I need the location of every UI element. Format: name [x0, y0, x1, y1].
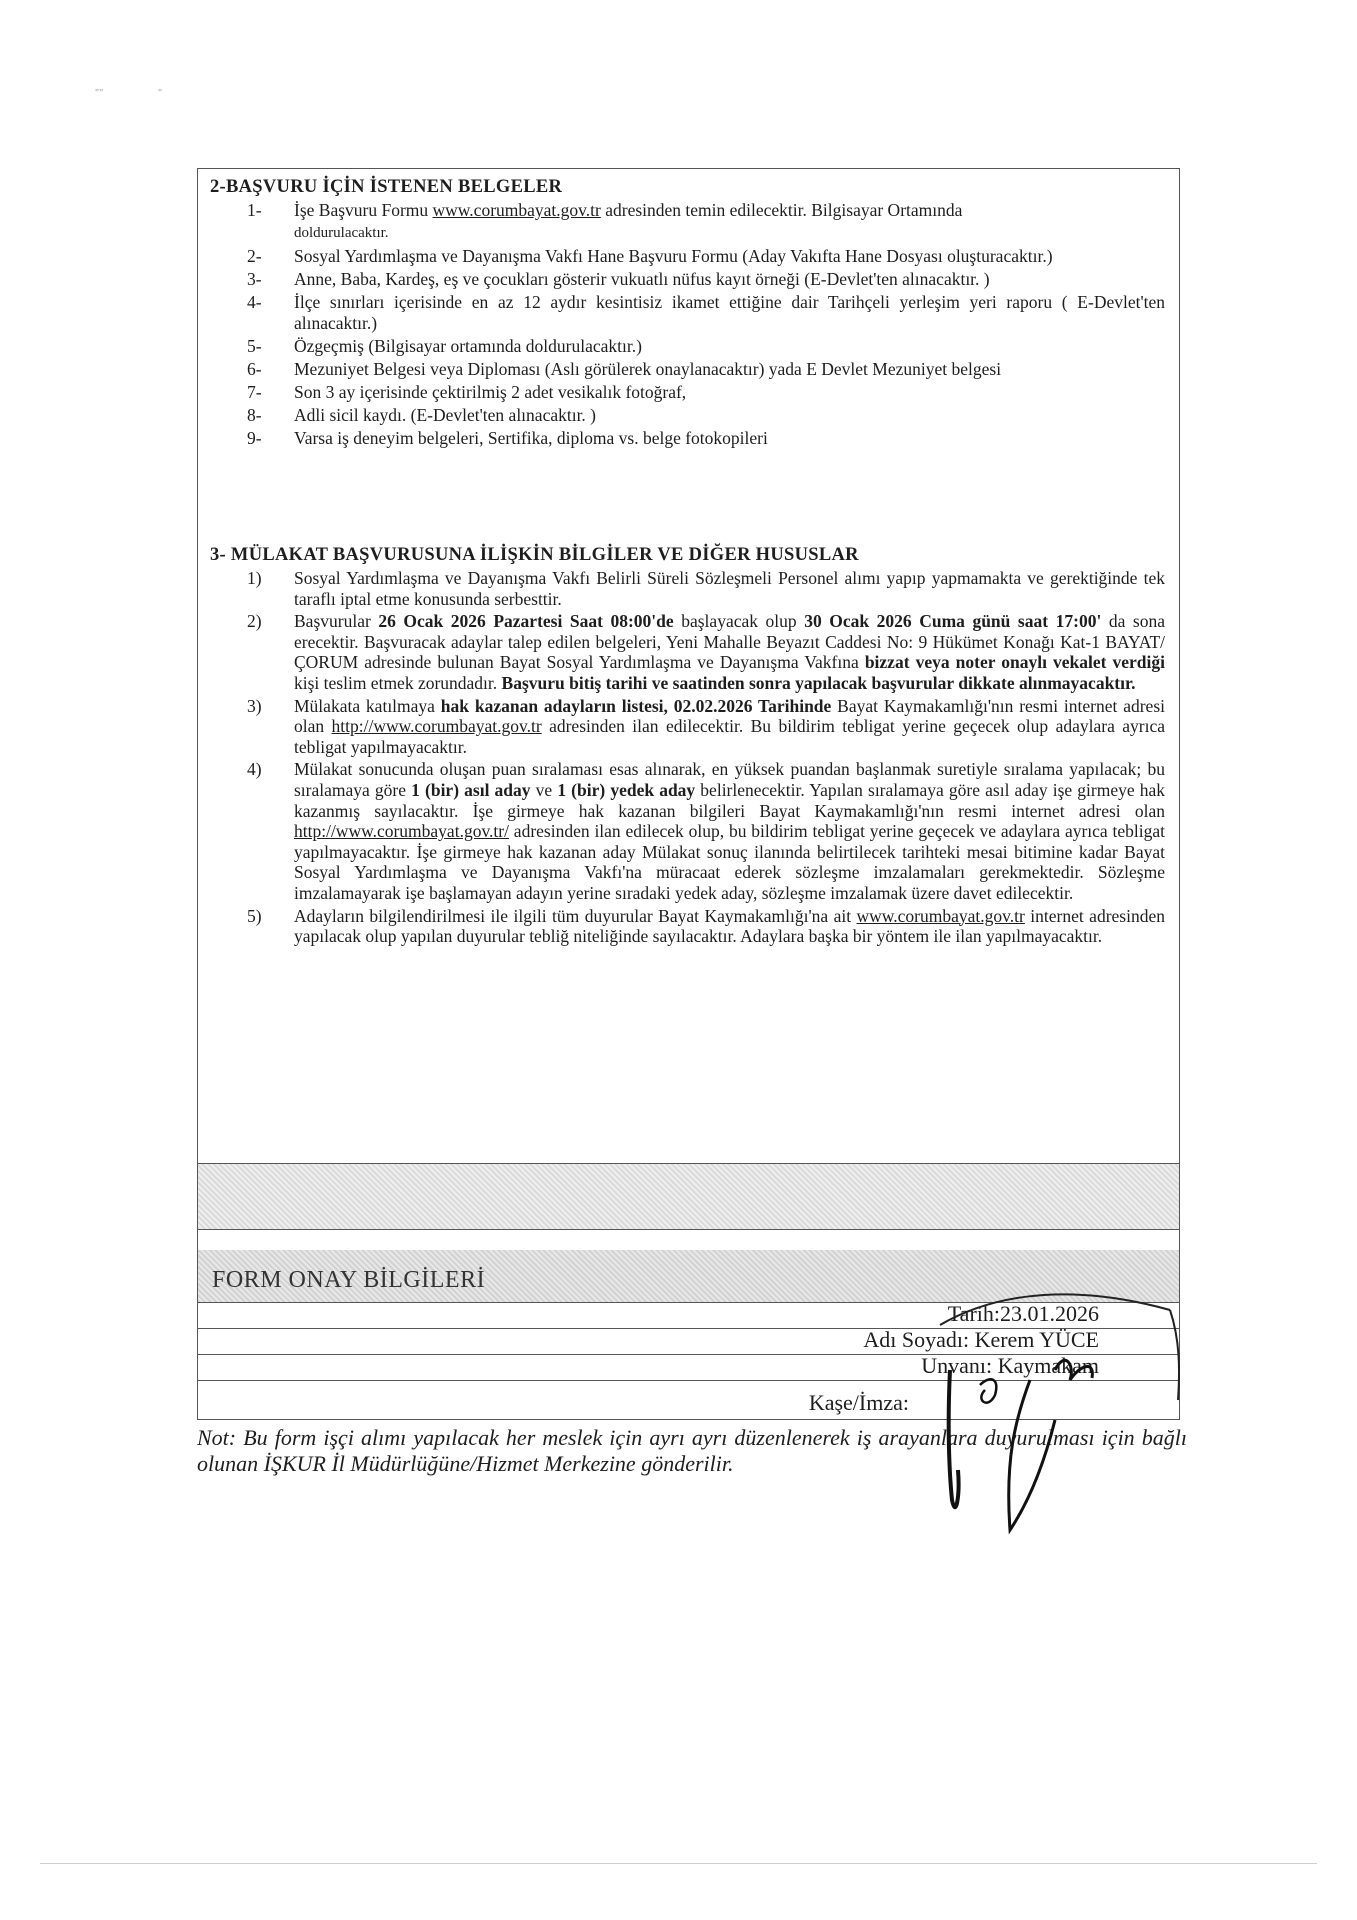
section-required-documents — [210, 177, 1165, 451]
document-frame — [197, 168, 1180, 1420]
shaded-separator — [198, 1163, 1179, 1230]
title-value: Unvanı: Kaymakam — [921, 1353, 1099, 1378]
form-approval-title: FORM ONAY BİLGİLERİ — [212, 1267, 486, 1293]
section-interview-info — [210, 545, 1165, 949]
list-item: 3- Anne, Baba, Kardeş, eş ve çocukları gösterir vukuatlı nüfus kayıt örneği (E-Devlet'ten alınacaktır. ) — [247, 269, 990, 289]
list-item: 8- Adli sicil kaydı. (E-Devlet'ten alınacaktır. ) — [247, 405, 597, 425]
list-item: 1- İşe Başvuru Formu www.corumbayat.gov.tr adresinden temin edilecektir. Bilgisayar Ortamında doldurulacaktır. — [247, 200, 963, 241]
footer-note: Not: Bu form işçi alımı yapılacak her meslek için ayrı ayrı düzenlenerek iş arayanlara duyurulması için bağlı olunan İŞKUR İl Müdürlüğüne/Hizmet Merkezine gönderilir. — [197, 1425, 1187, 1476]
list-item: 6- Mezuniyet Belgesi veya Diploması (Aslı görülerek onaylanacaktır) yada E Devlet Mezuniyet belgesi — [247, 359, 1002, 379]
list-item: 5) Adayların bilgilendirilmesi ile ilgili tüm duyurular Bayat Kaymakamlığı'na ait www.corumbayat.gov.tr internet adresinden yapılacak olup yapılan duyurular tebliğ niteliğinde sayılacaktır. Adaylara başka bir yöntem ile ilan yapılmayacaktır. — [247, 905, 1165, 947]
list-item: 3) Mülakata katılmaya hak kazanan adayların listesi, 02.02.2026 Tarihinde Bayat Kaymakamlığı'nın resmi internet adresi olan http://www.corumbayat.gov.tr adresinden ilan edilecektir. Bu bildirim tebligat yerine geçecek olup adaylara ayrıca tebligat yapılmayacaktır. — [247, 695, 1165, 757]
date-value: Tarih:23.01.2026 — [947, 1301, 1099, 1326]
list-item: 7- Son 3 ay içerisinde çektirilmiş 2 adet vesikalık fotoğraf, — [247, 382, 687, 402]
website-link[interactable]: http://www.corumbayat.gov.tr/ — [294, 821, 509, 842]
scan-mark: " — [158, 88, 163, 99]
list-item: 4) Mülakat sonucunda oluşan puan sıralaması esas alınarak, en yüksek puandan başlanmak suretiyle sıralama yapılacak; bu sıralamaya göre 1 (bir) asıl aday ve 1 (bir) yedek aday belirlenecektir. Yapılan sıralamaya göre asıl aday işe girmeye hak kazanmış sayılacaktır. İşe girmeye hak kazanan bilgileri Bayat Kaymakamlığı'nın resmi internet adresi olan http://www.corumbayat.gov.tr/ adresinden ilan edilecek olup, bu bildirim tebligat yerine geçecek ve adaylara ayrıca tebligat yapılmayacaktır. İşe girmeye hak kazanan aday Mülakat sonuç ilanında belirtilecek tarihteki mesai bitimine kadar Bayat Sosyal Yardımlaşma ve Dayanışma Vakfı'na müracaat ederek sözleşme imzalamaları gerekmektedir. Sözleşme imzalamayarak işe başlamayan adayın yerine sıradaki yedek aday, sözleşme imzalamak üzere davet edilecektir. — [247, 759, 1166, 903]
list-item: 5- Özgeçmiş (Bilgisayar ortamında doldurulacaktır.) — [247, 336, 642, 356]
website-link[interactable]: www.corumbayat.gov.tr — [856, 905, 1025, 926]
website-link[interactable]: www.corumbayat.gov.tr — [432, 200, 601, 220]
list-item: 1) Sosyal Yardımlaşma ve Dayanışma Vakfı Belirli Süreli Sözleşmeli Personel alımı yapıp yapmamakta ve gerektiğinde tek taraflı iptal etme konusunda serbesttir. — [247, 568, 1165, 609]
website-link[interactable]: http://www.corumbayat.gov.tr — [331, 716, 542, 737]
stamp-label: Kaşe/İmza: — [808, 1390, 909, 1415]
list-item: 2) Başvurular 26 Ocak 2026 Pazartesi Saat 08:00'de başlayacak olup 30 Ocak 2026 Cuma günü saat 17:00' da sona erecektir. Başvuracak adaylar talep edilen belgeleri, Yeni Mahalle Beyazıt Caddesi No: 9 Hükümet Konağı Kat-1 BAYAT/ÇORUM adresinde bulunan Bayat Sosyal Yardımlaşma ve Dayanışma Vakfına bizzat veya noter onaylı vekalet verdiği kişi teslim etmek zorundadır. Başvuru bitiş tarihi ve saatinden sonra yapılacak başvurular dikkate alınmayacaktır. — [247, 611, 1165, 693]
handwritten-signature — [880, 1270, 1180, 1570]
list-item: 9- Varsa iş deneyim belgeleri, Sertifika, diploma vs. belge fotokopileri — [247, 428, 768, 448]
list-item: 4- İlçe sınırları içerisinde en az 12 aydır kesintisiz ikamet ettiğine dair Tarihçeli yerleşim yeri raporu ( E-Devlet'ten alınacaktır.) — [247, 292, 1165, 333]
scan-mark: "" — [95, 88, 104, 99]
list-item: 2- Sosyal Yardımlaşma ve Dayanışma Vakfı Hane Başvuru Formu (Aday Vakıfta Hane Dosyası oluşturacaktır.) — [247, 246, 1053, 266]
section-title: 3- MÜLAKAT BAŞVURUSUNA İLİŞKİN BİLGİLER VE DİĞER HUSUSLAR — [210, 545, 859, 565]
name-value: Adı Soyadı: Kerem YÜCE — [863, 1327, 1099, 1352]
page-bottom-line — [40, 1863, 1317, 1864]
section-title: 2-BAŞVURU İÇİN İSTENEN BELGELER — [210, 177, 563, 197]
blank-row — [198, 1228, 1179, 1251]
